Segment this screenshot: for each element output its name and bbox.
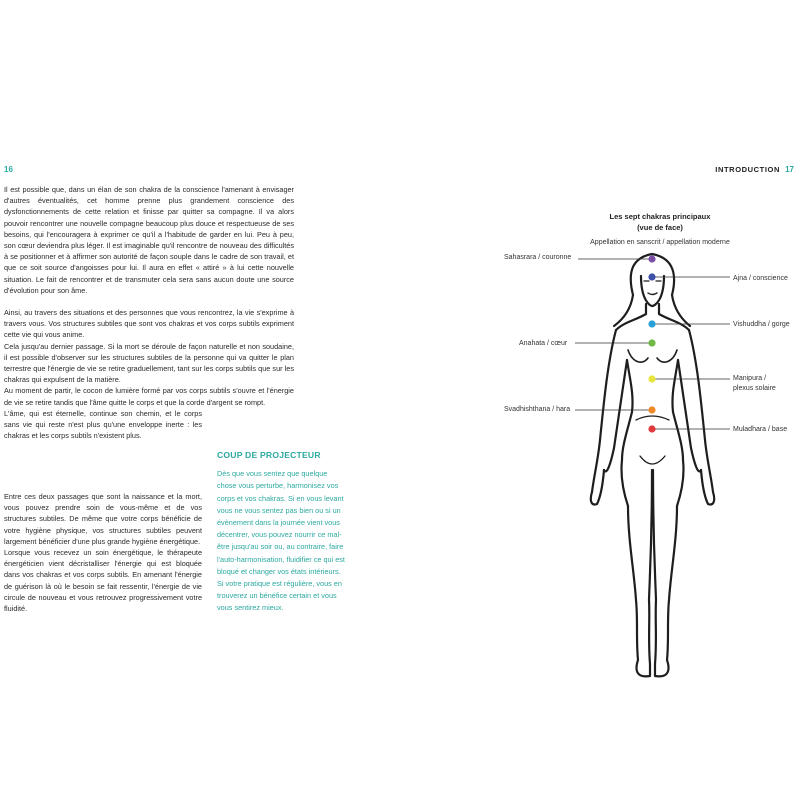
chakra-label-manipura-line2: plexus solaire	[733, 385, 776, 392]
chakra-label-anahata: Anahata / cœur	[519, 340, 568, 347]
page-number-left: 16	[4, 165, 13, 174]
chakra-label-ajna: Ajna / conscience	[733, 275, 788, 282]
spotlight-text: Dès que vous sentez que quelque chose vous perturbe, harmonisez vos corps et vos chakras. Si en vous levant vous ne vous sentez pas bien ou si un évènement dans la journée vient vous décentrer, vous pouvez nourrir ce mal-être jusqu'au soir ou, au contraire, faire l'auto-harmonisation, fluidifier ce qui est bloqué et changer vos états intérieurs. Si votre pratique est régulière, vous en trouverez un bénéfice certain et vous vous sentirez mieux.	[217, 469, 345, 613]
figure-subtitle: (vue de face)	[637, 223, 683, 232]
chakra-label-svadhishthana: Svadhishthana / hara	[504, 406, 571, 413]
chakra-dot-ajna	[648, 273, 655, 280]
chakra-label-muladhara: Muladhara / base	[733, 426, 788, 433]
paragraph: Cela jusqu'au dernier passage. Si la mort se déroule de façon naturelle et non soudaine, il est possible d'observer sur les structures subtiles de la personne qui va quitter le plan terrestre que l'énergie de vie se retire graduellement, tant sur les corps subtils que sur les chakras qui expulsent de la matière.	[4, 341, 294, 385]
chakra-dot-svadhishthana	[648, 406, 655, 413]
page-number-right: 17	[785, 165, 794, 174]
left-arm	[591, 330, 616, 505]
right-leg	[653, 470, 677, 676]
figure-title: Les sept chakras principaux	[609, 212, 711, 221]
neck-outline	[616, 304, 646, 330]
left-leg	[628, 470, 652, 676]
chakra-dots	[648, 255, 655, 432]
chakra-label-manipura-line1: Manipura /	[733, 375, 767, 382]
right-arm	[689, 330, 714, 505]
paragraph: Au moment de partir, le cocon de lumière formé par vos corps subtils s'ouvre et l'énergie de vie se retire tandis que l'âme quitte le corps et que la corde d'argent se rompt.	[4, 386, 294, 407]
chakra-dot-sahasrara	[648, 255, 655, 262]
chakra-dot-manipura	[648, 375, 655, 382]
chakra-label-manipura	[733, 374, 776, 394]
paragraph: L'âme, qui est éternelle, continue son chemin, et le corps sans vie qui reste n'est plus qu'une enveloppe inerte : les chakras et les corps subtils n'existent plus.	[4, 408, 202, 441]
running-head: INTRODUCTION	[715, 165, 780, 174]
chakra-label-vishuddha: Vishuddha / gorge	[733, 321, 790, 328]
paragraph: Il est possible que, dans un élan de son chakra de la conscience l'amenant à envisager d'autres éventualités, cet homme prenne plus grandement conscience des dysfonctionnements de cette relation et finisse par quitter sa compagne. Il va alors pouvoir rencontrer une nouvelle compagne beaucoup plus douce et respectueuse de ses besoins, qui l'encouragera à exprimer ce qu'il a l'habitude de garder en lui. Peu à peu, son cœur deviendra plus léger. Il est imaginable qu'il rencontre de nouveau des difficultés à se positionner et à affirmer son autorité de façon souple dans le cadre de son travail, et que ce soit source d'angoisses pour lui. Il aura en effet « attiré » à lui cette nouvelle situation. Le fait de rencontrer et de transmuter cela sera sans aucun doute une source d'évolution pour son âme.	[4, 185, 294, 295]
chakra-dot-vishuddha	[648, 320, 655, 327]
paragraph: Entre ces deux passages que sont la naissance et la mort, vous pouvez prendre soin de vous-même et de vos structures subtiles. De même que votre corps bénéficie de votre hygiène physique, vos structures subtiles peuvent largement bénéficier d'une plus grande hygiène énergétique.	[4, 492, 202, 546]
paragraph: Ainsi, au travers des situations et des personnes que vous rencontrez, la vie s'exprime à travers vous. Vos structures subtiles que sont vos chakras et vos corps subtils expriment cette vie qui vous anime.	[4, 308, 294, 340]
chakra-label-sahasrara: Sahasrara / couronne	[504, 254, 572, 261]
chakra-dot-anahata	[648, 339, 655, 346]
figure-caption: Appellation en sanscrit / appellation moderne	[590, 239, 730, 246]
spotlight-title: COUP DE PROJECTEUR	[217, 450, 321, 460]
paragraph: Lorsque vous recevez un soin énergétique, le thérapeute énergéticien vient décristalliser l'énergie qui est bloquée dans vos chakras et vos corps subtils. En amenant l'énergie de guérison là où le besoin se fait ressentir, l'énergie de vie circule de nouveau et vous retrouvez progressivement votre fluidité.	[4, 548, 202, 614]
chakra-dot-muladhara	[648, 425, 655, 432]
